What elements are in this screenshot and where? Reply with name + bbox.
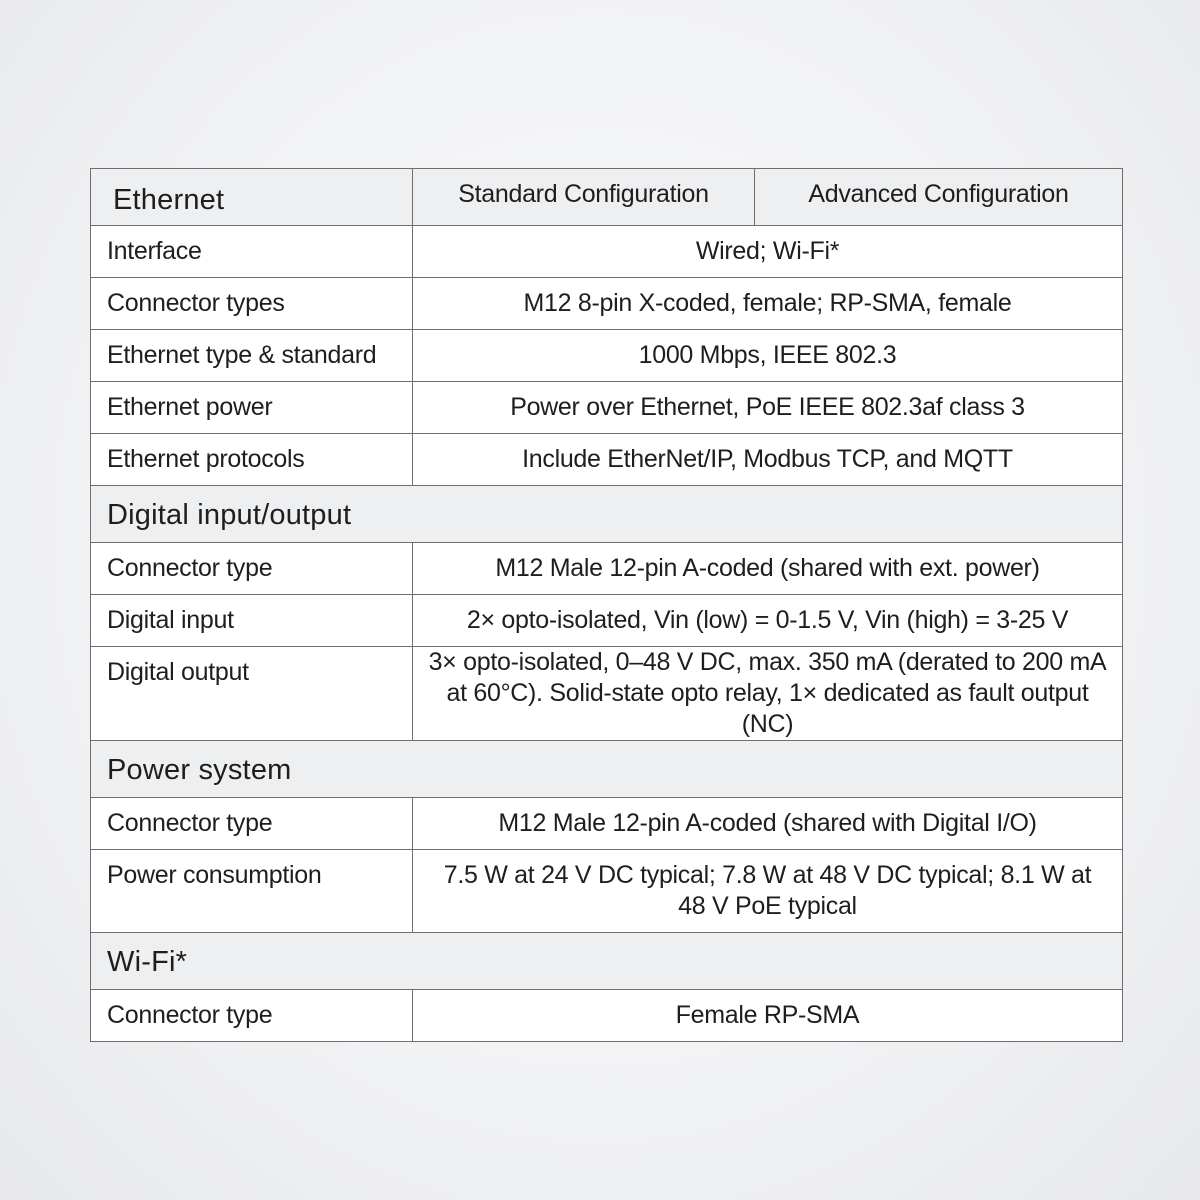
- row-label: Power consumption: [91, 850, 413, 933]
- row-label: Ethernet type & standard: [91, 330, 413, 382]
- table-row: [91, 330, 1123, 382]
- row-value: M12 Male 12-pin A-coded (shared with Digital I/O): [413, 798, 1123, 850]
- table-row: [91, 226, 1123, 278]
- row-label: Interface: [91, 226, 413, 278]
- row-label: Ethernet protocols: [91, 434, 413, 486]
- row-value: M12 Male 12-pin A-coded (shared with ext. power): [413, 543, 1123, 595]
- section-title-ethernet: Ethernet: [91, 169, 413, 226]
- table-row: [91, 382, 1123, 434]
- section-title-wifi: Wi-Fi*: [91, 933, 1123, 990]
- table-row: [91, 278, 1123, 330]
- section-header-row: [91, 486, 1123, 543]
- row-value: 7.5 W at 24 V DC typical; 7.8 W at 48 V DC typical; 8.1 W at 48 V PoE typical: [413, 850, 1123, 933]
- row-value: Female RP-SMA: [413, 990, 1123, 1042]
- row-value: 1000 Mbps, IEEE 802.3: [413, 330, 1123, 382]
- specification-table: [90, 168, 1123, 1042]
- row-label: Digital output: [91, 647, 413, 741]
- row-label: Digital input: [91, 595, 413, 647]
- section-title-power-system: Power system: [91, 741, 1123, 798]
- row-value: M12 8-pin X-coded, female; RP-SMA, female: [413, 278, 1123, 330]
- table-row: [91, 647, 1123, 741]
- table-row: [91, 434, 1123, 486]
- table-row: [91, 543, 1123, 595]
- table-row: [91, 798, 1123, 850]
- row-value: Power over Ethernet, PoE IEEE 802.3af class 3: [413, 382, 1123, 434]
- row-label: Connector type: [91, 990, 413, 1042]
- table-header-row: [91, 169, 1123, 226]
- row-value: Wired; Wi-Fi*: [413, 226, 1123, 278]
- spec-sheet: [90, 168, 1122, 1042]
- table-row: [91, 850, 1123, 933]
- section-title-digital-io: Digital input/output: [91, 486, 1123, 543]
- row-label: Ethernet power: [91, 382, 413, 434]
- row-value: 3× opto-isolated, 0–48 V DC, max. 350 mA (derated to 200 mA at 60°C). Solid-state opto relay, 1× dedicated as fault output (NC): [413, 647, 1123, 741]
- section-header-row: [91, 741, 1123, 798]
- column-header-standard: Standard Configuration: [413, 169, 755, 226]
- row-label: Connector type: [91, 543, 413, 595]
- section-header-row: [91, 933, 1123, 990]
- column-header-advanced: Advanced Configuration: [755, 169, 1123, 226]
- table-row: [91, 990, 1123, 1042]
- row-value: Include EtherNet/IP, Modbus TCP, and MQTT: [413, 434, 1123, 486]
- row-label: Connector type: [91, 798, 413, 850]
- table-row: [91, 595, 1123, 647]
- row-label: Connector types: [91, 278, 413, 330]
- row-value: 2× opto-isolated, Vin (low) = 0-1.5 V, Vin (high) = 3-25 V: [413, 595, 1123, 647]
